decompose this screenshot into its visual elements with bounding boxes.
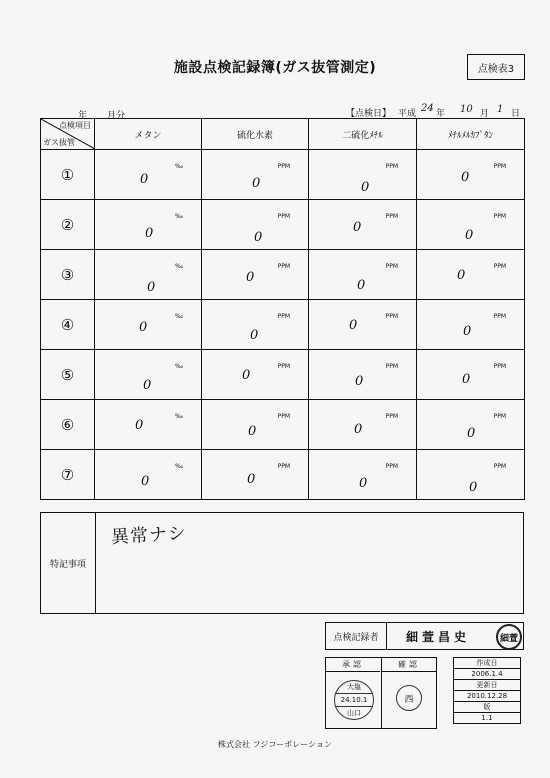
unit-label: ‰ — [174, 213, 183, 220]
unit-label: PPM — [385, 263, 398, 270]
unit-label: PPM — [493, 363, 506, 370]
column-header-methyl-mercaptan: ﾒﾁﾙﾒﾙｶﾌﾟﾀﾝ — [417, 119, 525, 150]
form-number-badge: 点検表3 — [467, 54, 525, 80]
measurement-cell — [95, 250, 202, 300]
approval-box — [325, 657, 437, 729]
pipe-number: ② — [41, 200, 95, 250]
measurement-cell — [309, 400, 417, 450]
table-header-row — [41, 119, 525, 150]
measurement-cell — [202, 250, 309, 300]
measurement-cell — [202, 150, 309, 200]
measurement-value: 0 — [469, 480, 478, 495]
measurement-cell — [95, 150, 202, 200]
table-row — [41, 150, 525, 200]
unit-label: PPM — [385, 163, 398, 170]
unit-label: PPM — [385, 213, 398, 220]
unit-label: ‰ — [174, 363, 183, 370]
measurement-value: 0 — [147, 280, 156, 295]
measurement-value: 0 — [246, 270, 255, 285]
created-date: 2006.1.4 — [454, 669, 521, 680]
inspector-name: 細萱昌史 — [405, 629, 470, 644]
measurement-value: 0 — [357, 278, 366, 293]
approve-column — [326, 658, 380, 728]
pipe-number: ④ — [41, 300, 95, 350]
measurement-value: 0 — [353, 220, 362, 235]
measurement-cell — [95, 450, 202, 500]
measurement-value: 0 — [465, 228, 474, 243]
measurement-cell — [309, 300, 417, 350]
measurement-value: 0 — [462, 372, 471, 387]
measurement-cell — [95, 300, 202, 350]
updated-date: 2010.12.28 — [454, 691, 521, 702]
unit-label: ‰ — [174, 163, 183, 170]
unit-label: PPM — [493, 163, 506, 170]
created-label: 作成日 — [454, 658, 521, 669]
pipe-number: ⑤ — [41, 350, 95, 400]
measurement-cell — [202, 400, 309, 450]
column-header-hydrogen-sulfide: 硫化水素 — [202, 119, 309, 150]
table-row — [41, 300, 525, 350]
unit-label: ‰ — [174, 313, 183, 320]
table-row — [41, 450, 525, 500]
approval-date-stamp — [334, 680, 374, 720]
era-label: 平成 — [398, 109, 417, 119]
confirm-label: 確認 — [382, 658, 436, 672]
measurement-value: 0 — [359, 476, 368, 491]
unit-label: PPM — [493, 213, 506, 220]
company-footer: 株式会社 フジコーポレーション — [218, 740, 332, 749]
measurement-value: 0 — [247, 472, 256, 487]
measurement-cell — [417, 350, 525, 400]
table-row — [41, 350, 525, 400]
table-corner-cell — [41, 119, 95, 150]
measurement-value: 0 — [461, 170, 470, 185]
unit-label: PPM — [385, 463, 398, 470]
measurement-value: 0 — [254, 230, 263, 245]
corner-label-pipes: ガス抜管 — [43, 138, 75, 147]
measurement-cell — [202, 300, 309, 350]
measurement-cell — [309, 200, 417, 250]
measurement-cell — [309, 150, 417, 200]
measurement-cell — [95, 400, 202, 450]
measurement-cell — [309, 250, 417, 300]
unit-label: PPM — [277, 413, 290, 420]
unit-label: PPM — [277, 313, 290, 320]
measurement-value: 0 — [242, 368, 251, 383]
measurement-value: 0 — [141, 474, 150, 489]
day-suffix: 日 — [511, 109, 521, 119]
unit-label: PPM — [277, 213, 290, 220]
measurement-value: 0 — [467, 426, 476, 441]
stamp-bottom-text: 山口 — [347, 709, 361, 717]
year-value: 24 — [421, 103, 434, 114]
measurement-value: 0 — [140, 172, 149, 187]
measurement-cell — [417, 200, 525, 250]
inspector-seal-stamp: 細萱 — [496, 624, 522, 650]
unit-label: PPM — [277, 363, 290, 370]
inspector-box — [325, 622, 524, 650]
measurement-cell — [95, 200, 202, 250]
unit-label: PPM — [385, 313, 398, 320]
unit-label: PPM — [277, 263, 290, 270]
measurement-cell — [417, 450, 525, 500]
measurement-value: 0 — [143, 378, 152, 393]
measurement-value: 0 — [349, 318, 358, 333]
updated-label: 更新日 — [454, 680, 521, 691]
measurement-value: 0 — [361, 180, 370, 195]
day-value: 1 — [497, 104, 504, 115]
column-header-methane: メタン — [95, 119, 202, 150]
table-row — [41, 250, 525, 300]
unit-label: PPM — [385, 363, 398, 370]
pipe-number: ① — [41, 150, 95, 200]
approve-label: 承認 — [326, 658, 380, 672]
unit-label: PPM — [277, 463, 290, 470]
table-row — [41, 400, 525, 450]
inspection-date-label: 【点検日】 — [346, 109, 392, 119]
unit-label: ‰ — [174, 413, 183, 420]
measurement-cell — [309, 350, 417, 400]
unit-label: PPM — [385, 413, 398, 420]
measurement-value: 0 — [354, 422, 363, 437]
measurement-value: 0 — [139, 320, 148, 335]
measurement-value: 0 — [463, 324, 472, 339]
unit-label: PPM — [277, 163, 290, 170]
measurement-value: 0 — [252, 176, 261, 191]
pipe-number: ⑥ — [41, 400, 95, 450]
measurement-value: 0 — [145, 226, 154, 241]
version-table — [453, 657, 521, 724]
pipe-number: ③ — [41, 250, 95, 300]
remarks-label: 特記事項 — [41, 513, 96, 613]
measurement-cell — [309, 450, 417, 500]
unit-label: PPM — [493, 313, 506, 320]
confirm-column — [381, 658, 436, 728]
year-suffix: 年 — [436, 109, 446, 119]
pipe-number: ⑦ — [41, 450, 95, 500]
measurement-cell — [417, 150, 525, 200]
unit-label: PPM — [493, 413, 506, 420]
table-row — [41, 200, 525, 250]
measurement-value: 0 — [250, 328, 259, 343]
year-label: 年 — [78, 111, 88, 121]
stamp-date-text: 24.10.1 — [335, 693, 373, 707]
corner-label-items: 点検項目 — [59, 121, 91, 130]
month-value: 10 — [460, 104, 473, 115]
stamp-top-text: 大塩 — [347, 683, 361, 691]
confirm-stamp: 西 — [396, 685, 422, 711]
unit-label: ‰ — [174, 463, 183, 470]
measurement-cell — [202, 350, 309, 400]
unit-label: ‰ — [174, 263, 183, 270]
month-label: 月分 — [107, 111, 126, 121]
measurement-value: 0 — [248, 424, 257, 439]
remarks-section — [40, 512, 524, 614]
measurement-cell — [202, 200, 309, 250]
unit-label: PPM — [493, 263, 506, 270]
inspector-label: 点検記録者 — [326, 623, 387, 649]
page-title: 施設点検記録簿(ガス抜管測定) — [173, 60, 377, 76]
measurement-cell — [417, 250, 525, 300]
measurement-value: 0 — [355, 374, 364, 389]
measurement-cell — [95, 350, 202, 400]
gas-measurement-table — [40, 118, 525, 500]
measurement-cell — [202, 450, 309, 500]
edition-label: 版 — [454, 702, 521, 713]
column-header-dimethyl-disulfide: 二硫化ﾒﾁﾙ — [309, 119, 417, 150]
measurement-value: 0 — [135, 418, 144, 433]
measurement-value: 0 — [457, 268, 466, 283]
month-suffix: 月 — [480, 109, 490, 119]
edition-value: 1.1 — [454, 713, 521, 724]
remarks-text: 異常ナシ — [110, 523, 188, 548]
measurement-cell — [417, 300, 525, 350]
unit-label: PPM — [493, 463, 506, 470]
measurement-cell — [417, 400, 525, 450]
